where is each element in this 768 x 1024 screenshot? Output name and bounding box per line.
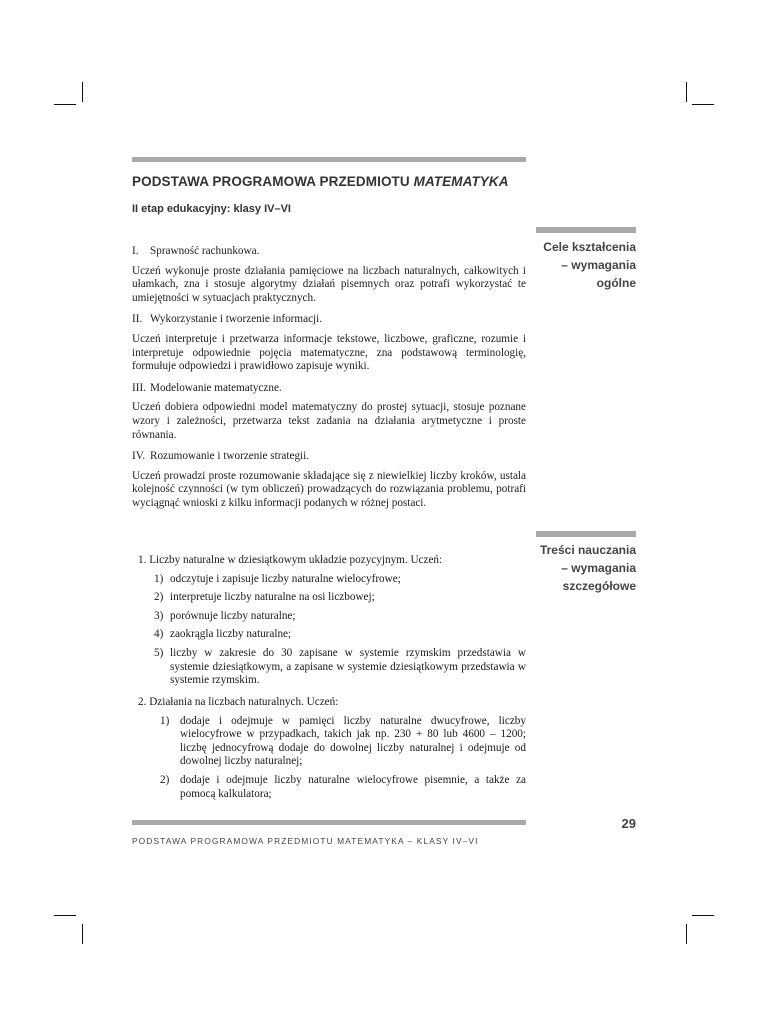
- goal-number: IV.: [132, 450, 146, 463]
- sidebar-goals-line: Cele kształcenia: [543, 240, 636, 254]
- item-text: porównuje liczby naturalne;: [170, 609, 296, 622]
- item-number: 2): [154, 591, 164, 604]
- crop-mark: [692, 104, 714, 105]
- item-text: dodaje i odejmuje liczby naturalne wielocyfrowe pisemnie, a także za pomocą kalkulatora;: [180, 773, 526, 800]
- title-subject: MATEMATYKA: [413, 174, 509, 189]
- item-number: 1): [160, 714, 170, 727]
- content-number: 1.: [138, 554, 147, 566]
- sidebar-rule-goals: [536, 227, 636, 233]
- crop-mark: [686, 82, 687, 102]
- content-heading-text: Liczby naturalne w dziesiątkowym układzie pozycyjnym. Uczeń:: [149, 554, 443, 566]
- content-section-1: [138, 554, 526, 693]
- crop-mark: [82, 924, 83, 944]
- content-number: 2.: [138, 696, 147, 708]
- goal-text: Uczeń prowadzi proste rozumowanie składające się z niewielkiej liczby kroków, ustala kolejność czynności (w tym obliczeń) prowadzących do rozwiązania problemu, potrafi wyciągnąć wnioski z kilku informacji podanych w różnej postaci.: [132, 469, 526, 509]
- title-prefix: PODSTAWA PROGRAMOWA PRZEDMIOTU: [132, 174, 414, 189]
- goal-text: Uczeń wykonuje proste działania pamięciowe na liczbach naturalnych, całkowitych i ułamkach, zna i stosuje algorytmy działań pisemnych oraz potrafi wykorzystać te umiejętności w sytuacjach praktycznych.: [132, 264, 526, 304]
- crop-mark: [82, 82, 83, 102]
- item-text: liczby w zakresie do 30 zapisane w systemie rzymskim przedstawia w systemie dziesiątkowym, a zapisane w systemie dziesiątkowym przedstawia w systemie rzymskim.: [170, 646, 526, 687]
- item-number: 5): [154, 646, 164, 659]
- page-subtitle: II etap edukacyjny: klasy IV–VI: [132, 203, 291, 215]
- list-item: [154, 647, 526, 688]
- general-goals-section: [132, 245, 526, 519]
- sidebar-content-line: szczegółowe: [562, 579, 636, 593]
- sidebar-label-content: [516, 541, 636, 595]
- crop-mark: [692, 915, 714, 916]
- list-item: [154, 573, 526, 587]
- item-text: interpretuje liczby naturalne na osi liczbowej;: [170, 591, 375, 604]
- list-item: [154, 591, 526, 605]
- goal-heading-text: Rozumowanie i tworzenie strategii.: [150, 450, 310, 463]
- sidebar-goals-line: – wymagania: [561, 258, 636, 272]
- goal-number: II.: [132, 313, 143, 326]
- list-item: [160, 774, 526, 801]
- item-number: 3): [154, 609, 164, 622]
- item-text: dodaje i odejmuje w pamięci liczby naturalne dwucyfrowe, liczby wielocyfrowe w przypadkach, takich jak np. 230 + 80 lub 4600 – 1200; liczbę jednocyfrową dodaje do dowolnej liczby naturalnej i odejmuje od dowolnej liczby naturalnej;: [180, 714, 526, 768]
- goal-heading-text: Modelowanie matematyczne.: [150, 381, 282, 394]
- sidebar-label-goals: [516, 238, 636, 292]
- list-item: [154, 610, 526, 624]
- sidebar-content-line: Treści nauczania: [539, 543, 636, 557]
- page-title: [132, 174, 532, 189]
- content-heading: [138, 554, 526, 568]
- goal-number: I.: [132, 245, 139, 257]
- item-number: 4): [154, 628, 164, 641]
- header-rule: [132, 157, 526, 162]
- sidebar-content-line: – wymagania: [561, 561, 636, 575]
- crop-mark: [54, 915, 76, 916]
- footer-rule: [132, 820, 526, 825]
- item-text: odczytuje i zapisuje liczby naturalne wielocyfrowe;: [170, 572, 401, 585]
- crop-mark: [686, 924, 687, 944]
- sidebar-rule-content: [536, 531, 636, 537]
- goal-block: [132, 450, 526, 510]
- goal-block: [132, 245, 526, 305]
- goal-heading: [132, 382, 526, 396]
- sidebar-goals-line: ogólne: [596, 276, 636, 290]
- goal-heading: [132, 313, 526, 327]
- content-section-2: [138, 696, 526, 806]
- goal-heading-text: Sprawność rachunkowa.: [150, 245, 260, 257]
- item-number: 1): [154, 572, 164, 585]
- content-items: [138, 573, 526, 688]
- goal-text: Uczeń dobiera odpowiedni model matematyczny do prostej sytuacji, stosuje poznane wzory i zależności, przetwarza tekst zadania na działania arytmetyczne i proste równania.: [132, 401, 526, 441]
- item-number: 2): [160, 773, 170, 786]
- item-text: zaokrągla liczby naturalne;: [170, 628, 292, 641]
- list-item: [160, 715, 526, 769]
- goal-number: III.: [132, 381, 146, 394]
- running-footer: PODSTAWA PROGRAMOWA PRZEDMIOTU MATEMATYKA – KLASY IV–VI: [132, 836, 479, 846]
- goal-heading: [132, 450, 526, 464]
- page-number: 29: [621, 816, 636, 831]
- goal-heading: [132, 245, 526, 259]
- content-items: [138, 715, 526, 802]
- goal-text: Uczeń interpretuje i przetwarza informacje tekstowe, liczbowe, graficzne, rozumie i interpretuje odpowiednie pojęcia matematyczne, zna podstawową terminologię, formułuje odpowiedzi i prawidłowo zapisuje wyniki.: [132, 332, 526, 373]
- list-item: [154, 628, 526, 642]
- goal-block: [132, 382, 526, 442]
- crop-mark: [54, 104, 76, 105]
- goal-heading-text: Wykorzystanie i tworzenie informacji.: [150, 313, 323, 326]
- content-heading-text: Działania na liczbach naturalnych. Uczeń:: [149, 696, 339, 708]
- content-heading: [138, 696, 526, 710]
- goal-block: [132, 313, 526, 373]
